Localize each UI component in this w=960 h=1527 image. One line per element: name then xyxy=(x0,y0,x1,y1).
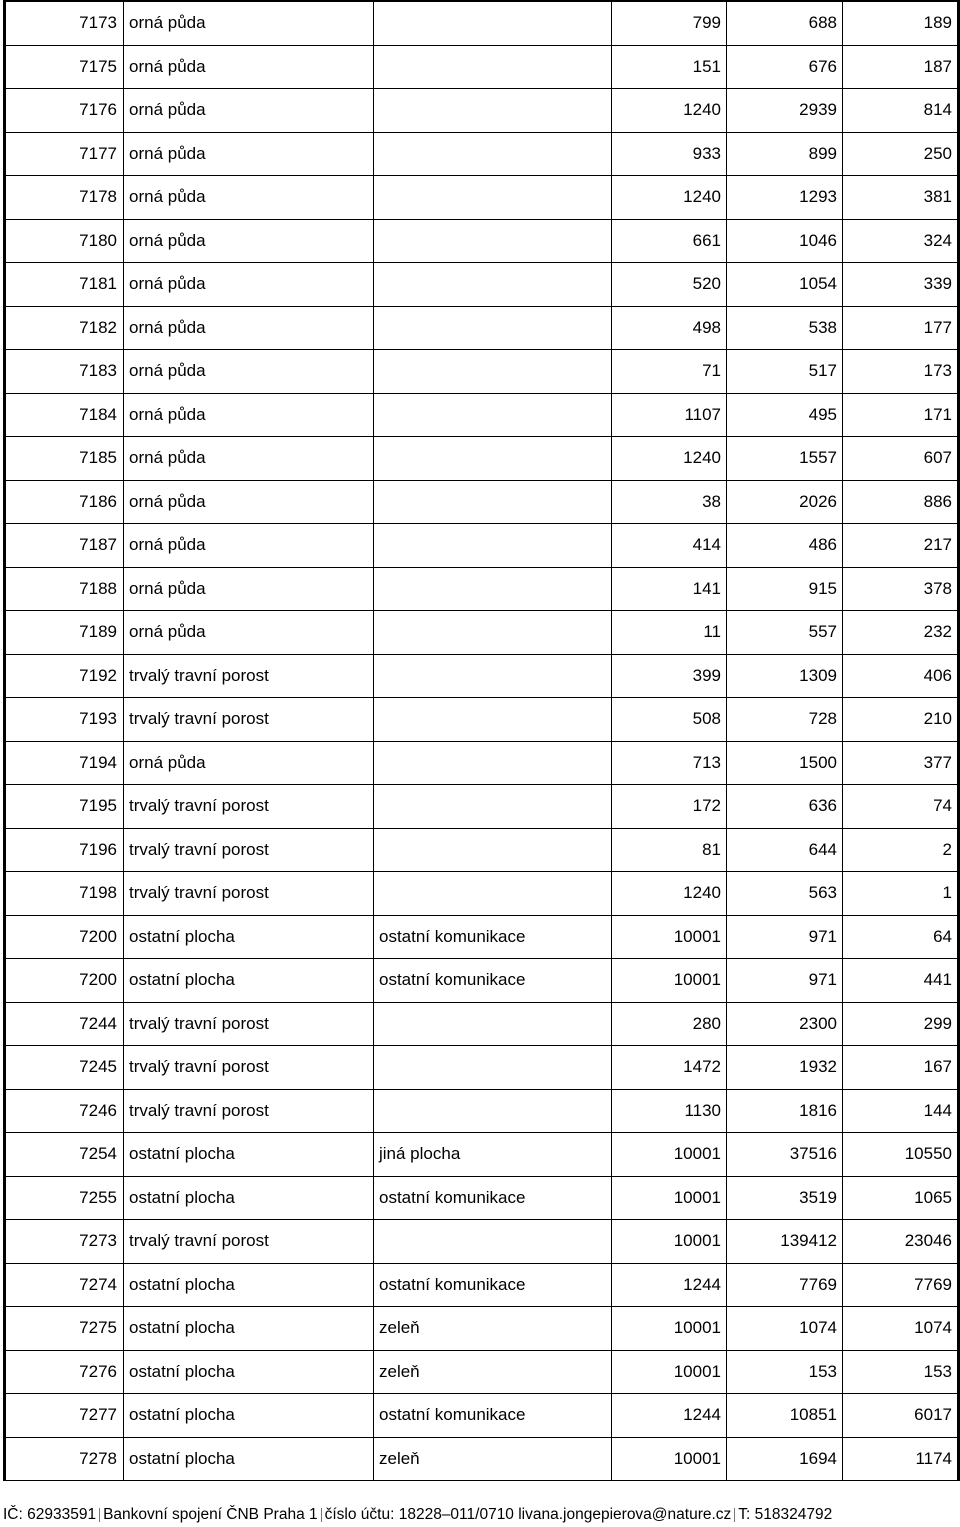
value-c-cell: 173 xyxy=(843,350,959,394)
table-row xyxy=(5,524,959,568)
table-row xyxy=(5,89,959,133)
footer-phone: T: 518324792 xyxy=(738,1506,833,1523)
land-type-cell: orná půda xyxy=(124,524,374,568)
table-row xyxy=(5,393,959,437)
table-row xyxy=(5,350,959,394)
value-a-cell: 71 xyxy=(612,350,727,394)
land-use-cell xyxy=(374,45,612,89)
value-b-cell: 1557 xyxy=(727,437,843,481)
value-b-cell: 971 xyxy=(727,959,843,1003)
land-use-cell: ostatní komunikace xyxy=(374,959,612,1003)
value-c-cell: 153 xyxy=(843,1350,959,1394)
value-b-cell: 37516 xyxy=(727,1133,843,1177)
table-row xyxy=(5,1089,959,1133)
value-a-cell: 1107 xyxy=(612,393,727,437)
land-use-cell xyxy=(374,1046,612,1090)
parcel-number-cell: 7194 xyxy=(5,741,124,785)
land-type-cell: trvalý travní porost xyxy=(124,785,374,829)
land-type-cell: trvalý travní porost xyxy=(124,828,374,872)
land-use-cell xyxy=(374,1089,612,1133)
footer-bank: Bankovní spojení ČNB Praha 1 xyxy=(103,1506,318,1523)
value-b-cell: 495 xyxy=(727,393,843,437)
parcel-number-cell: 7254 xyxy=(5,1133,124,1177)
land-type-cell: trvalý travní porost xyxy=(124,872,374,916)
value-a-cell: 172 xyxy=(612,785,727,829)
parcel-table-body xyxy=(5,1,959,1481)
table-row xyxy=(5,698,959,742)
land-type-cell: trvalý travní porost xyxy=(124,698,374,742)
land-use-cell xyxy=(374,1220,612,1264)
parcel-number-cell: 7244 xyxy=(5,1002,124,1046)
table-row xyxy=(5,1350,959,1394)
land-type-cell: orná půda xyxy=(124,480,374,524)
land-use-cell xyxy=(374,176,612,220)
land-type-cell: orná půda xyxy=(124,45,374,89)
value-c-cell: 210 xyxy=(843,698,959,742)
land-use-cell: ostatní komunikace xyxy=(374,915,612,959)
land-use-cell xyxy=(374,785,612,829)
value-a-cell: 10001 xyxy=(612,1350,727,1394)
table-row xyxy=(5,1133,959,1177)
parcel-number-cell: 7188 xyxy=(5,567,124,611)
land-use-cell xyxy=(374,219,612,263)
parcel-number-cell: 7178 xyxy=(5,176,124,220)
land-use-cell: ostatní komunikace xyxy=(374,1176,612,1220)
footer-separator xyxy=(99,1508,100,1522)
value-c-cell: 171 xyxy=(843,393,959,437)
value-c-cell: 886 xyxy=(843,480,959,524)
land-type-cell: trvalý travní porost xyxy=(124,654,374,698)
value-b-cell: 557 xyxy=(727,611,843,655)
value-b-cell: 728 xyxy=(727,698,843,742)
land-type-cell: ostatní plocha xyxy=(124,1263,374,1307)
value-a-cell: 10001 xyxy=(612,1307,727,1351)
value-c-cell: 74 xyxy=(843,785,959,829)
table-row xyxy=(5,1394,959,1438)
value-b-cell: 139412 xyxy=(727,1220,843,1264)
table-row xyxy=(5,1263,959,1307)
value-b-cell: 486 xyxy=(727,524,843,568)
land-use-cell xyxy=(374,567,612,611)
parcel-number-cell: 7196 xyxy=(5,828,124,872)
parcel-number-cell: 7245 xyxy=(5,1046,124,1090)
value-c-cell: 2 xyxy=(843,828,959,872)
value-b-cell: 1046 xyxy=(727,219,843,263)
table-row xyxy=(5,785,959,829)
parcel-number-cell: 7185 xyxy=(5,437,124,481)
value-a-cell: 1244 xyxy=(612,1263,727,1307)
land-use-cell: zeleň xyxy=(374,1350,612,1394)
value-a-cell: 280 xyxy=(612,1002,727,1046)
land-use-cell xyxy=(374,306,612,350)
parcel-number-cell: 7198 xyxy=(5,872,124,916)
value-b-cell: 153 xyxy=(727,1350,843,1394)
table-row xyxy=(5,654,959,698)
land-type-cell: orná půda xyxy=(124,567,374,611)
value-b-cell: 1293 xyxy=(727,176,843,220)
land-type-cell: trvalý travní porost xyxy=(124,1046,374,1090)
land-type-cell: ostatní plocha xyxy=(124,959,374,1003)
parcel-number-cell: 7181 xyxy=(5,263,124,307)
value-a-cell: 10001 xyxy=(612,1437,727,1481)
table-row xyxy=(5,219,959,263)
land-use-cell xyxy=(374,1,612,45)
table-row xyxy=(5,306,959,350)
parcel-number-cell: 7173 xyxy=(5,1,124,45)
parcel-number-cell: 7273 xyxy=(5,1220,124,1264)
value-c-cell: 607 xyxy=(843,437,959,481)
land-type-cell: orná půda xyxy=(124,89,374,133)
table-row xyxy=(5,1002,959,1046)
value-a-cell: 10001 xyxy=(612,1220,727,1264)
value-c-cell: 6017 xyxy=(843,1394,959,1438)
parcel-number-cell: 7275 xyxy=(5,1307,124,1351)
table-row xyxy=(5,828,959,872)
value-c-cell: 23046 xyxy=(843,1220,959,1264)
land-type-cell: trvalý travní porost xyxy=(124,1220,374,1264)
page-footer xyxy=(3,1504,957,1526)
land-type-cell: orná půda xyxy=(124,306,374,350)
value-a-cell: 11 xyxy=(612,611,727,655)
value-a-cell: 799 xyxy=(612,1,727,45)
table-row xyxy=(5,567,959,611)
land-use-cell xyxy=(374,393,612,437)
land-type-cell: ostatní plocha xyxy=(124,1176,374,1220)
value-a-cell: 399 xyxy=(612,654,727,698)
value-b-cell: 636 xyxy=(727,785,843,829)
parcel-number-cell: 7255 xyxy=(5,1176,124,1220)
value-b-cell: 2939 xyxy=(727,89,843,133)
table-row xyxy=(5,1307,959,1351)
land-type-cell: ostatní plocha xyxy=(124,915,374,959)
parcel-number-cell: 7176 xyxy=(5,89,124,133)
value-c-cell: 167 xyxy=(843,1046,959,1090)
value-c-cell: 1174 xyxy=(843,1437,959,1481)
value-a-cell: 713 xyxy=(612,741,727,785)
land-type-cell: orná půda xyxy=(124,219,374,263)
land-use-cell: ostatní komunikace xyxy=(374,1263,612,1307)
value-b-cell: 3519 xyxy=(727,1176,843,1220)
value-c-cell: 1074 xyxy=(843,1307,959,1351)
value-c-cell: 64 xyxy=(843,915,959,959)
footer-ico: IČ: 62933591 xyxy=(3,1506,97,1523)
value-a-cell: 81 xyxy=(612,828,727,872)
value-b-cell: 2300 xyxy=(727,1002,843,1046)
land-use-cell xyxy=(374,698,612,742)
land-use-cell xyxy=(374,350,612,394)
parcel-number-cell: 7200 xyxy=(5,959,124,1003)
land-type-cell: trvalý travní porost xyxy=(124,1002,374,1046)
parcel-number-cell: 7200 xyxy=(5,915,124,959)
value-c-cell: 381 xyxy=(843,176,959,220)
value-c-cell: 299 xyxy=(843,1002,959,1046)
land-type-cell: orná půda xyxy=(124,437,374,481)
value-b-cell: 915 xyxy=(727,567,843,611)
parcel-number-cell: 7278 xyxy=(5,1437,124,1481)
land-type-cell: trvalý travní porost xyxy=(124,1089,374,1133)
land-use-cell xyxy=(374,437,612,481)
table-row xyxy=(5,915,959,959)
value-c-cell: 189 xyxy=(843,1,959,45)
value-c-cell: 177 xyxy=(843,306,959,350)
parcel-number-cell: 7189 xyxy=(5,611,124,655)
land-use-cell: zeleň xyxy=(374,1437,612,1481)
parcel-number-cell: 7274 xyxy=(5,1263,124,1307)
value-b-cell: 1074 xyxy=(727,1307,843,1351)
value-b-cell: 538 xyxy=(727,306,843,350)
parcel-table xyxy=(3,0,960,1481)
parcel-number-cell: 7195 xyxy=(5,785,124,829)
land-type-cell: ostatní plocha xyxy=(124,1133,374,1177)
parcel-number-cell: 7193 xyxy=(5,698,124,742)
value-c-cell: 250 xyxy=(843,132,959,176)
table-row xyxy=(5,437,959,481)
value-a-cell: 1244 xyxy=(612,1394,727,1438)
value-c-cell: 377 xyxy=(843,741,959,785)
land-use-cell xyxy=(374,132,612,176)
value-c-cell: 324 xyxy=(843,219,959,263)
land-type-cell: orná půda xyxy=(124,1,374,45)
parcel-number-cell: 7182 xyxy=(5,306,124,350)
value-a-cell: 1130 xyxy=(612,1089,727,1133)
land-type-cell: orná půda xyxy=(124,393,374,437)
land-type-cell: ostatní plocha xyxy=(124,1394,374,1438)
land-use-cell xyxy=(374,89,612,133)
table-row xyxy=(5,959,959,1003)
value-a-cell: 1240 xyxy=(612,437,727,481)
value-c-cell: 1065 xyxy=(843,1176,959,1220)
value-b-cell: 688 xyxy=(727,1,843,45)
land-use-cell xyxy=(374,524,612,568)
land-type-cell: ostatní plocha xyxy=(124,1350,374,1394)
land-type-cell: orná půda xyxy=(124,132,374,176)
parcel-number-cell: 7180 xyxy=(5,219,124,263)
value-a-cell: 10001 xyxy=(612,915,727,959)
parcel-number-cell: 7276 xyxy=(5,1350,124,1394)
value-b-cell: 644 xyxy=(727,828,843,872)
parcel-number-cell: 7187 xyxy=(5,524,124,568)
value-a-cell: 10001 xyxy=(612,1133,727,1177)
table-row xyxy=(5,176,959,220)
value-c-cell: 378 xyxy=(843,567,959,611)
value-a-cell: 520 xyxy=(612,263,727,307)
value-c-cell: 406 xyxy=(843,654,959,698)
table-row xyxy=(5,132,959,176)
table-row xyxy=(5,872,959,916)
table-row xyxy=(5,611,959,655)
land-use-cell xyxy=(374,741,612,785)
value-c-cell: 187 xyxy=(843,45,959,89)
land-use-cell xyxy=(374,263,612,307)
table-row xyxy=(5,1,959,45)
parcel-number-cell: 7277 xyxy=(5,1394,124,1438)
value-b-cell: 1932 xyxy=(727,1046,843,1090)
footer-separator xyxy=(734,1508,735,1522)
table-row xyxy=(5,741,959,785)
value-b-cell: 899 xyxy=(727,132,843,176)
value-b-cell: 676 xyxy=(727,45,843,89)
table-row xyxy=(5,45,959,89)
value-a-cell: 141 xyxy=(612,567,727,611)
parcel-number-cell: 7192 xyxy=(5,654,124,698)
footer-account: číslo účtu: 18228–011/0710 livana.jongepierova@nature.cz xyxy=(324,1506,732,1523)
land-use-cell: zeleň xyxy=(374,1307,612,1351)
value-a-cell: 1240 xyxy=(612,89,727,133)
footer-separator xyxy=(321,1508,322,1522)
value-a-cell: 414 xyxy=(612,524,727,568)
land-type-cell: orná půda xyxy=(124,611,374,655)
land-type-cell: orná půda xyxy=(124,176,374,220)
value-c-cell: 232 xyxy=(843,611,959,655)
land-type-cell: ostatní plocha xyxy=(124,1307,374,1351)
land-use-cell: ostatní komunikace xyxy=(374,1394,612,1438)
value-c-cell: 144 xyxy=(843,1089,959,1133)
land-use-cell xyxy=(374,480,612,524)
value-a-cell: 661 xyxy=(612,219,727,263)
value-b-cell: 7769 xyxy=(727,1263,843,1307)
land-type-cell: orná půda xyxy=(124,263,374,307)
land-use-cell xyxy=(374,872,612,916)
land-type-cell: orná půda xyxy=(124,741,374,785)
table-row xyxy=(5,1220,959,1264)
value-b-cell: 10851 xyxy=(727,1394,843,1438)
land-use-cell xyxy=(374,611,612,655)
parcel-number-cell: 7175 xyxy=(5,45,124,89)
parcel-number-cell: 7186 xyxy=(5,480,124,524)
land-type-cell: ostatní plocha xyxy=(124,1437,374,1481)
value-b-cell: 1309 xyxy=(727,654,843,698)
parcel-number-cell: 7246 xyxy=(5,1089,124,1133)
value-a-cell: 508 xyxy=(612,698,727,742)
table-row xyxy=(5,1046,959,1090)
parcel-number-cell: 7184 xyxy=(5,393,124,437)
value-a-cell: 1472 xyxy=(612,1046,727,1090)
value-c-cell: 217 xyxy=(843,524,959,568)
value-a-cell: 151 xyxy=(612,45,727,89)
value-b-cell: 1694 xyxy=(727,1437,843,1481)
value-b-cell: 971 xyxy=(727,915,843,959)
value-a-cell: 1240 xyxy=(612,176,727,220)
land-use-cell: jiná plocha xyxy=(374,1133,612,1177)
value-a-cell: 10001 xyxy=(612,1176,727,1220)
value-c-cell: 814 xyxy=(843,89,959,133)
value-b-cell: 1500 xyxy=(727,741,843,785)
value-b-cell: 517 xyxy=(727,350,843,394)
value-b-cell: 563 xyxy=(727,872,843,916)
land-use-cell xyxy=(374,1002,612,1046)
value-b-cell: 1054 xyxy=(727,263,843,307)
value-a-cell: 933 xyxy=(612,132,727,176)
value-a-cell: 38 xyxy=(612,480,727,524)
value-c-cell: 339 xyxy=(843,263,959,307)
table-row xyxy=(5,1437,959,1481)
value-c-cell: 7769 xyxy=(843,1263,959,1307)
table-row xyxy=(5,263,959,307)
value-c-cell: 441 xyxy=(843,959,959,1003)
parcel-number-cell: 7177 xyxy=(5,132,124,176)
land-use-cell xyxy=(374,828,612,872)
table-row xyxy=(5,1176,959,1220)
table-row xyxy=(5,480,959,524)
land-use-cell xyxy=(374,654,612,698)
value-a-cell: 498 xyxy=(612,306,727,350)
value-c-cell: 1 xyxy=(843,872,959,916)
land-type-cell: orná půda xyxy=(124,350,374,394)
parcel-number-cell: 7183 xyxy=(5,350,124,394)
value-b-cell: 2026 xyxy=(727,480,843,524)
value-a-cell: 10001 xyxy=(612,959,727,1003)
value-b-cell: 1816 xyxy=(727,1089,843,1133)
value-c-cell: 10550 xyxy=(843,1133,959,1177)
value-a-cell: 1240 xyxy=(612,872,727,916)
